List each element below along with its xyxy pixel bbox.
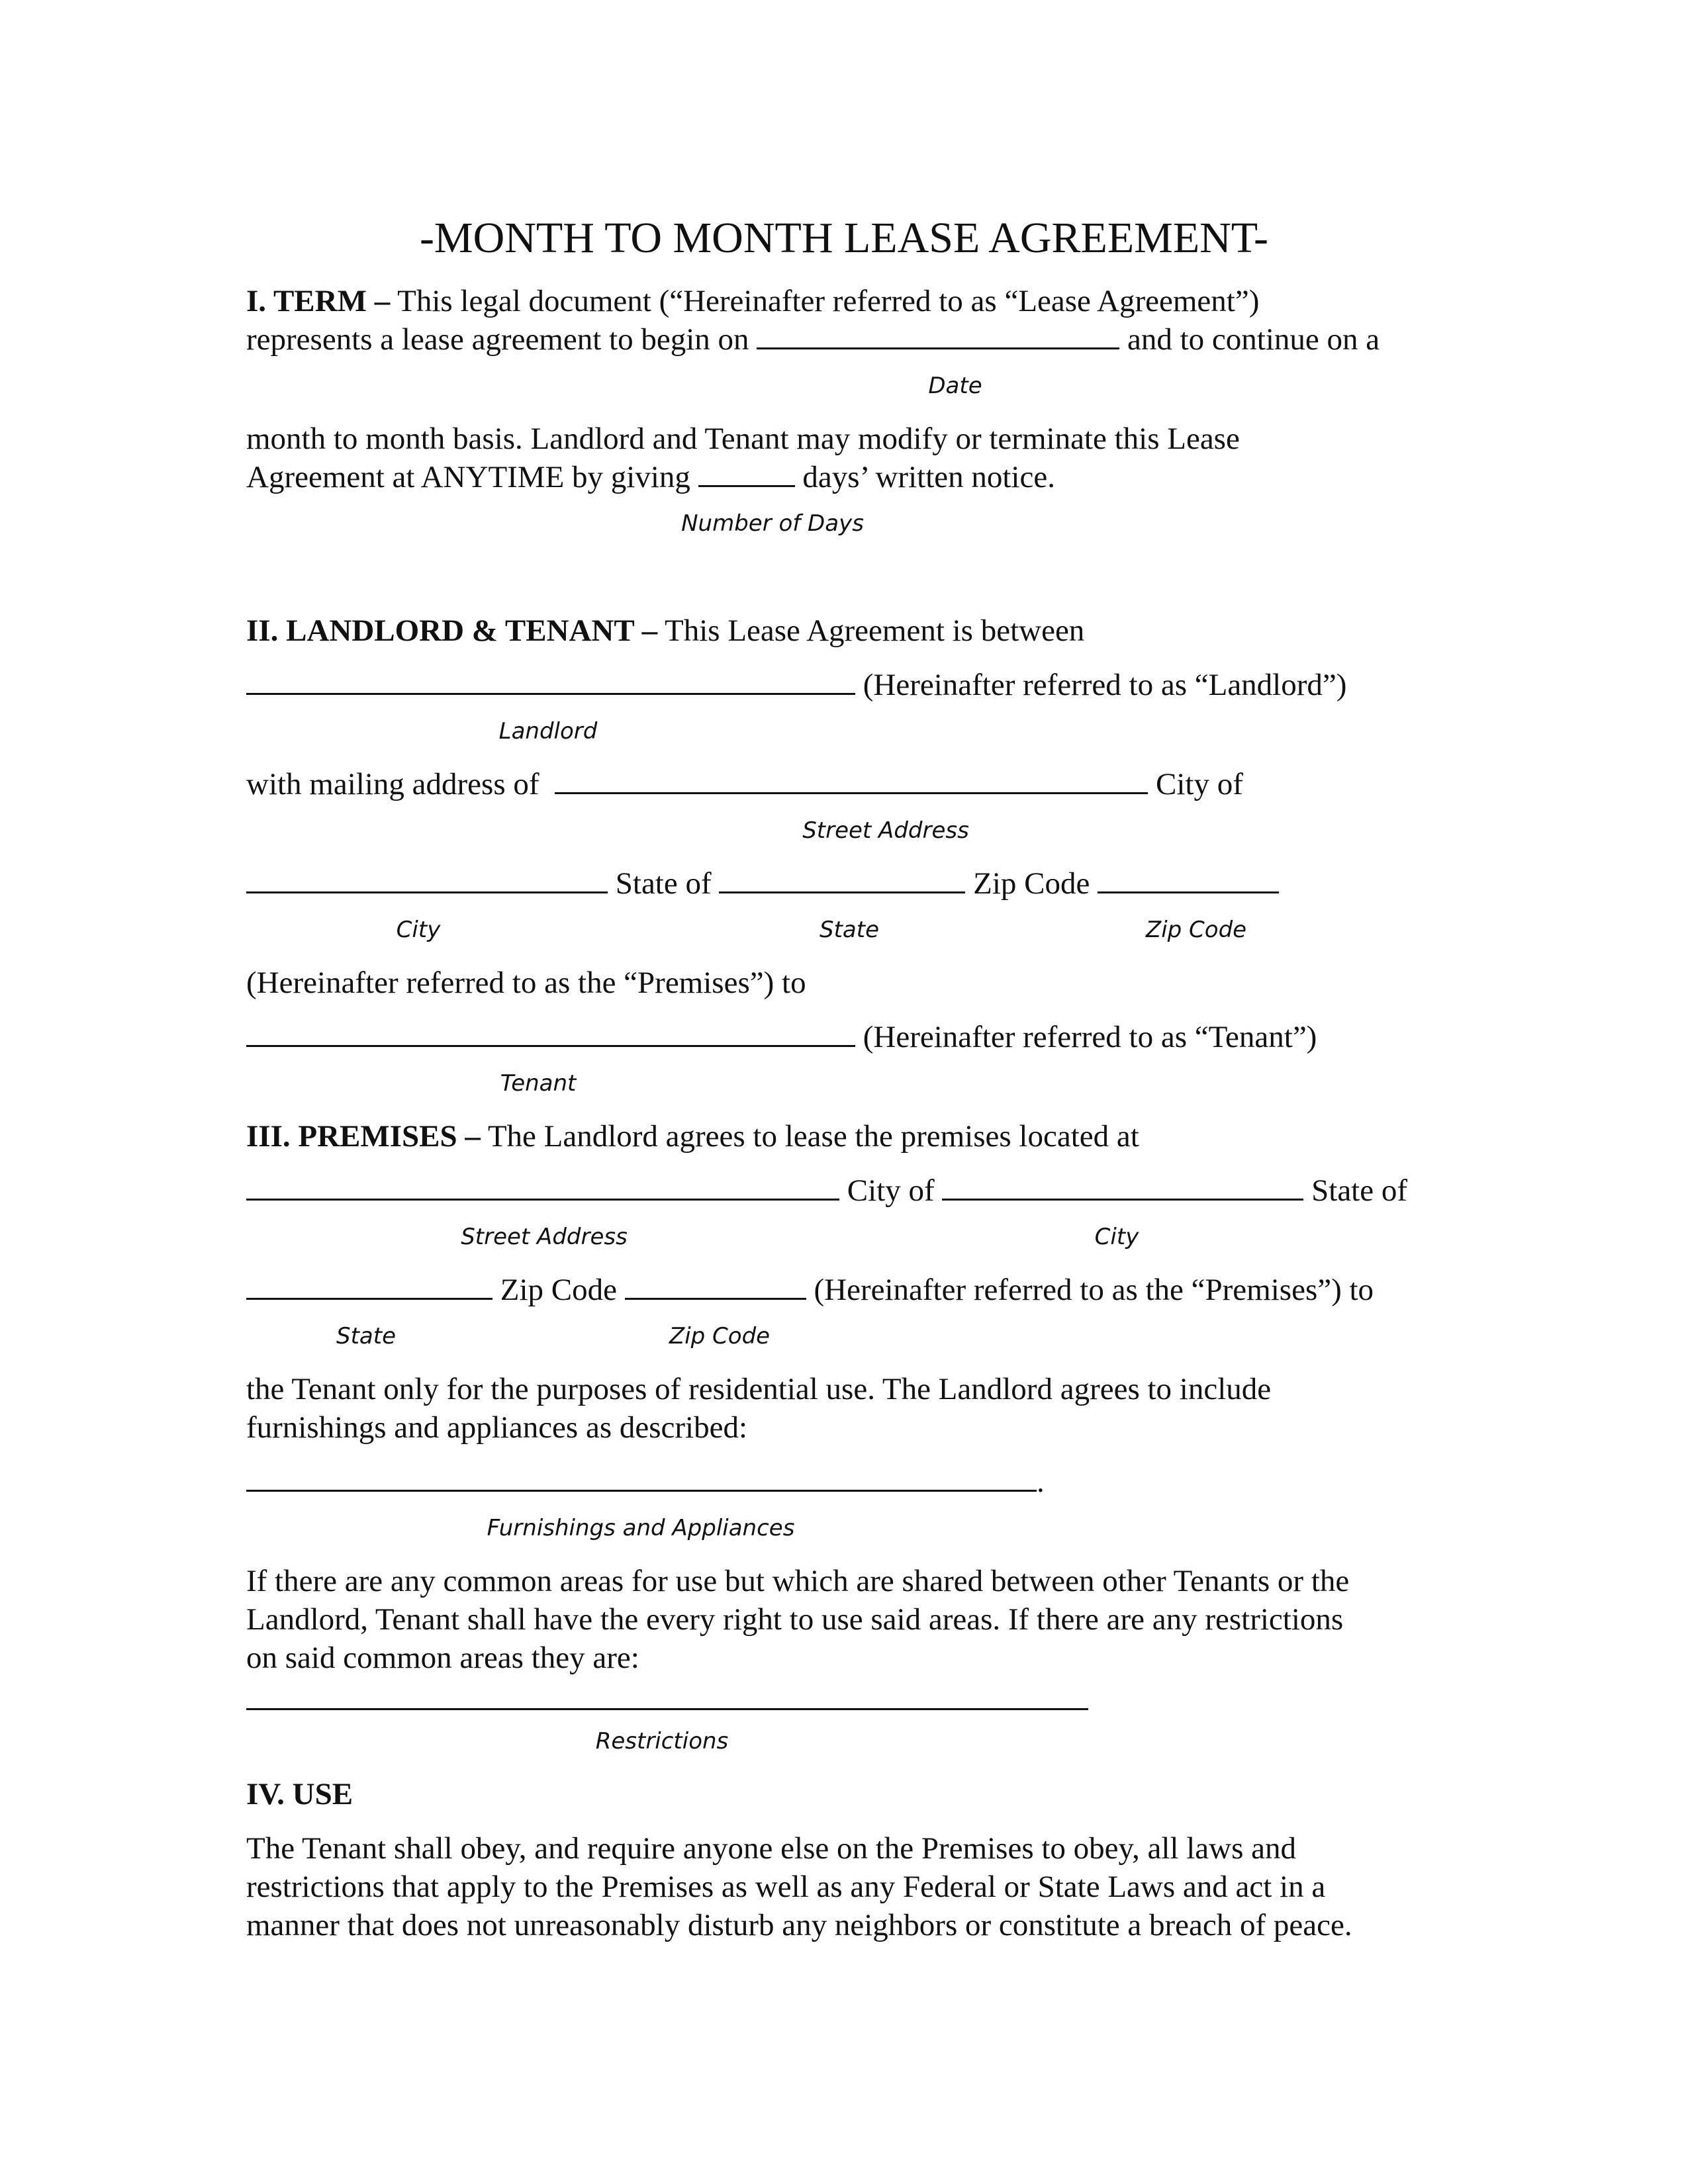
premises-heading: III. PREMISES – (246, 1119, 481, 1154)
use-line-1: The Tenant shall obey, and require anyone else on the Premises to obey, all laws and (246, 1831, 1296, 1866)
zip-code-hint: Zip Code (1145, 917, 1247, 943)
furnishings-period: . (1037, 1465, 1045, 1499)
number-of-days-hint: Number of Days (681, 510, 864, 537)
use-heading: IV. USE (246, 1777, 353, 1811)
landlord-tenant-line-1 (246, 612, 1084, 650)
landlord-suffix: (Hereinafter referred to as “Landlord”) (863, 668, 1347, 702)
premises-street-field[interactable] (246, 1172, 839, 1201)
mailing-address-line (246, 765, 1243, 803)
common-areas-line-2: Landlord, Tenant shall have the every right to use said areas. If there are any restrictions (246, 1602, 1344, 1637)
term-line-4 (246, 458, 1055, 496)
term-text-4-end: days’ written notice. (802, 460, 1055, 494)
street-address-hint: Street Address (802, 817, 969, 844)
use-line-2: restrictions that apply to the Premises as well as any Federal or State Laws and act in a (246, 1870, 1326, 1904)
premises-state-hint: State (336, 1323, 396, 1349)
premises-city-field[interactable] (942, 1172, 1303, 1201)
term-text-2-end: and to continue on a (1127, 322, 1380, 357)
landlord-state-field[interactable] (719, 865, 965, 893)
term-heading: I. TERM – (246, 284, 391, 318)
furnishings-field[interactable] (246, 1463, 1037, 1492)
premises-line-1 (246, 1117, 1139, 1156)
use-line-3: manner that does not unreasonably disturb any neighbors or constitute a breach of peace. (246, 1908, 1352, 1942)
residential-use-line-1: the Tenant only for the purposes of residential use. The Landlord agrees to include (246, 1372, 1272, 1406)
mailing-prefix: with mailing address of (246, 767, 539, 801)
city-state-zip-line (246, 864, 1279, 903)
premises-state-zip-line (246, 1271, 1374, 1309)
city-of-label: City of (1156, 767, 1243, 801)
premises-text-1: The Landlord agrees to lease the premises located at (487, 1119, 1139, 1154)
term-text-4-start: Agreement at ANYTIME by giving (246, 460, 690, 494)
term-line-1 (246, 282, 1259, 320)
landlord-zip-field[interactable] (1098, 865, 1279, 893)
restrictions-hint: Restrictions (595, 1728, 729, 1754)
common-areas-line-1: If there are any common areas for use but which are shared between other Tenants or the (246, 1564, 1350, 1598)
furnishings-hint: Furnishings and Appliances (487, 1515, 795, 1541)
tenant-suffix: (Hereinafter referred to as “Tenant”) (863, 1020, 1317, 1054)
tenant-name-field[interactable] (246, 1019, 855, 1047)
landlord-name-field[interactable] (246, 666, 855, 695)
landlord-tenant-text: This Lease Agreement is between (665, 614, 1085, 648)
furnishings-line (246, 1463, 1045, 1501)
term-text-2-start: represents a lease agreement to begin on (246, 322, 749, 357)
premises-city-of-label: City of (847, 1173, 935, 1208)
premises-city-hint: City (1094, 1224, 1139, 1250)
term-line-3: month to month basis. Landlord and Tenant may modify or terminate this Lease (246, 422, 1240, 456)
tenant-hint: Tenant (500, 1070, 577, 1097)
landlord-street-field[interactable] (555, 766, 1148, 794)
premises-referred-line: (Hereinafter referred to as the “Premises”) to (246, 966, 806, 1000)
tenant-line (246, 1018, 1317, 1056)
start-date-field[interactable] (757, 321, 1119, 349)
premises-suffix: (Hereinafter referred to as the “Premises”) to (814, 1273, 1374, 1307)
common-areas-line-3: on said common areas they are: (246, 1641, 639, 1675)
restrictions-field[interactable] (246, 1682, 1088, 1710)
premises-state-field[interactable] (246, 1271, 492, 1300)
premises-state-of-label: State of (1311, 1173, 1408, 1208)
premises-street-hint: Street Address (461, 1224, 628, 1250)
premises-zip-field[interactable] (625, 1271, 806, 1300)
state-of-label: State of (615, 866, 712, 901)
zip-code-label: Zip Code (973, 866, 1090, 901)
landlord-tenant-heading: II. LANDLORD & TENANT – (246, 614, 658, 648)
term-line-2 (246, 320, 1380, 359)
landlord-city-field[interactable] (246, 865, 608, 893)
state-hint: State (820, 917, 879, 943)
landlord-line (246, 666, 1346, 704)
use-heading-line (246, 1775, 353, 1813)
premises-zip-label: Zip Code (500, 1273, 617, 1307)
city-hint: City (396, 917, 441, 943)
term-text-1: This legal document (“Hereinafter referred to as “Lease Agreement”) (397, 284, 1260, 318)
date-hint: Date (928, 373, 982, 399)
landlord-hint: Landlord (498, 718, 598, 745)
residential-use-line-2: furnishings and appliances as described: (246, 1410, 748, 1445)
premises-zip-hint: Zip Code (669, 1323, 771, 1349)
document-title: -MONTH TO MONTH LEASE AGREEMENT- (419, 214, 1269, 262)
premises-address-line (246, 1171, 1407, 1210)
notice-days-field[interactable] (698, 459, 795, 487)
restrictions-line (246, 1681, 1088, 1719)
